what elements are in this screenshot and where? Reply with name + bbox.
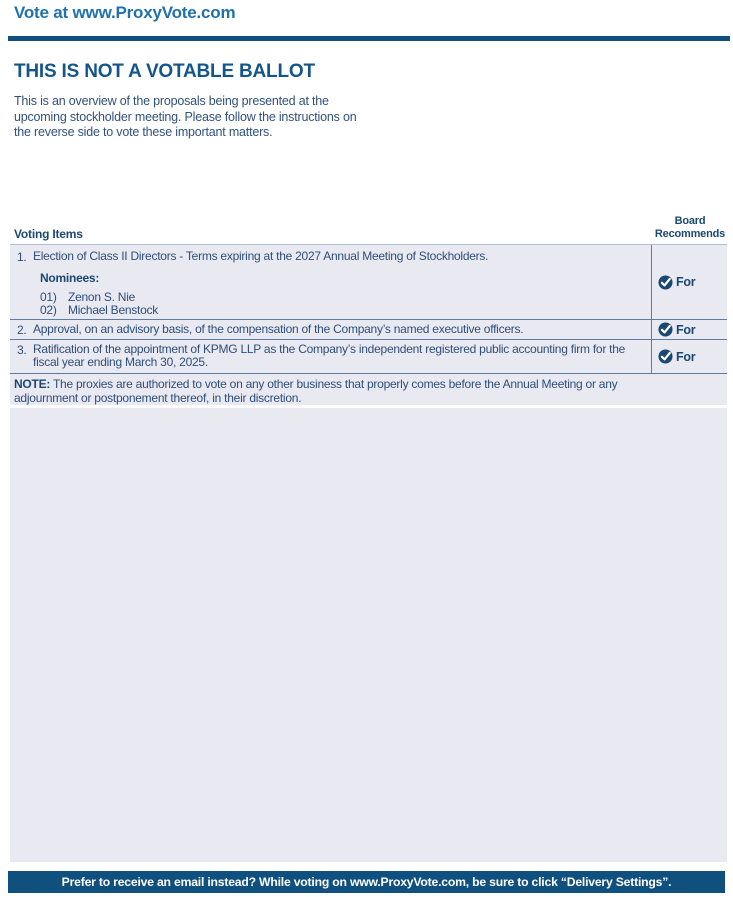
table-row [10,340,727,374]
intro-description: This is an overview of the proposals being presented at the upcoming stockholder meeting. Please follow the instructions on the reverse side to vote these important matters. [14,94,357,139]
item-text: Approval, on an advisory basis, of the compensation of the Company’s named executive officers. [33,322,524,336]
item-number: 3. [17,343,27,357]
voting-items-table [10,244,727,405]
nominee-number: 02) [40,303,57,317]
item-text: Election of Class II Directors - Terms expiring at the 2027 Annual Meeting of Stockholders. [33,249,489,263]
board-recommendation-cell [651,245,727,319]
footer-message: Prefer to receive an email instead? While voting on www.ProxyVote.com, be sure to click “Delivery Settings”. [61,875,672,889]
recommendation-label: For [676,275,696,289]
note-row [10,374,727,405]
note-label: NOTE: [14,377,51,391]
header-divider-rule [8,36,730,41]
table-row [10,245,727,320]
footer-message-bar [8,871,725,893]
recommendation-label: For [676,322,696,337]
proxyvote-header-link: Vote at www.ProxyVote.com [14,3,236,22]
nominee-name: Zenon S. Nie [68,290,136,304]
board-recommendation-cell [651,320,727,339]
check-circle-icon [658,322,673,337]
blank-shaded-area [10,408,727,862]
nominees-label: Nominees: [40,271,100,285]
voting-items-column-header: Voting Items [14,227,83,241]
nominee-number: 01) [40,290,57,304]
note-text: The proxies are authorized to vote on any other business that properly comes before the Annual Meeting or any adjournment or postponement thereof, in their discretion. [14,377,618,405]
item-text: Ratification of the appointment of KPMG LLP as the Company’s independent registered public accounting firm for the fiscal year ending March 30, 2025. [33,342,626,369]
check-circle-icon [658,349,673,364]
nominee-row [40,304,651,317]
nominee-name: Michael Benstock [68,303,159,317]
page-title: THIS IS NOT A VOTABLE BALLOT [14,61,315,82]
item-number: 1. [17,250,27,264]
recommendation-label: For [676,349,696,364]
board-recommendation-cell [651,340,727,373]
board-recommends-column-header: Board Recommends [654,215,726,240]
check-circle-icon [658,275,673,290]
table-row [10,320,727,340]
item-number: 2. [17,322,27,337]
nominee-list [40,291,651,317]
